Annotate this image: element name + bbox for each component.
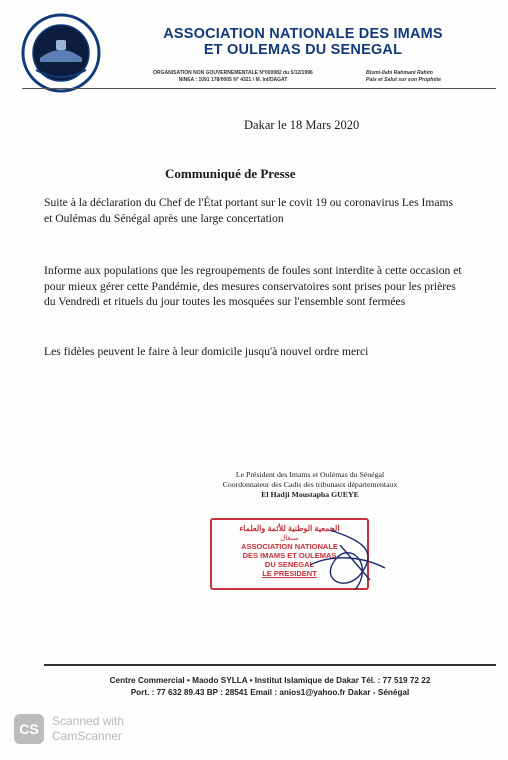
- registration-line: ORGANISATION NON GOUVERNEMENTALE N°000082 du 5/12/1996: [153, 70, 313, 76]
- signature-line-1: Le Président des Imams et Oulémas du Sénégal: [235, 470, 385, 479]
- stamp-arabic-2: سنغال: [280, 535, 299, 542]
- signature-line-3: El Hadji Moustapha GUEYE: [261, 490, 359, 499]
- stamp-line-1: ASSOCIATION NATIONALE: [241, 542, 338, 551]
- camscanner-line-1: Scanned with: [52, 714, 125, 728]
- title-line-2: ET OULEMAS DU SENEGAL: [203, 42, 403, 58]
- signature-line-2: Coordonnateur des Cadis des tribunaux départementaux: [222, 480, 398, 489]
- ninea-line: NINEA : 1091 178/0005 N° 4321 / M. Int/DAGAT: [178, 77, 288, 83]
- paragraph-3: Les fidèles peuvent le faire à leur domicile jusqu'à nouvel ordre merci: [44, 345, 369, 358]
- footer-address: Centre Commercial • Maodo SYLLA • Institut Islamique de Dakar Tél. : 77 519 72 22: [109, 676, 431, 685]
- footer-contact: Port. : 77 632 89.43 BP : 28541 Email : anios1@yahoo.fr Dakar - Sénégal: [130, 688, 410, 697]
- title-line-1: ASSOCIATION NATIONALE DES IMAMS: [163, 26, 443, 42]
- document-date: Dakar le 18 Mars 2020: [244, 118, 360, 132]
- stamp-line-3: DU SENEGAL: [264, 560, 315, 569]
- camscanner-watermark: [52, 714, 124, 744]
- bismi-line: Bismi-llahi Rahmani Rahim: [366, 70, 433, 76]
- association-title: [108, 26, 498, 58]
- camscanner-logo-icon: CS: [14, 714, 44, 744]
- handwritten-signature-icon: [300, 520, 390, 600]
- association-logo-icon: [20, 12, 102, 94]
- footer-divider: [44, 664, 496, 666]
- paragraph-1: Suite à la déclaration du Chef de l'État portant sur le covit 19 ou coronavirus Les Imams et Oulémas du Sénégal après une large concertation: [44, 196, 454, 225]
- header-divider: [22, 88, 496, 89]
- stamp-line-2: DES IMAMS ET OULEMAS: [242, 551, 337, 560]
- paragraph-2: Informe aux populations que les regroupements de foules sont interdite à cette occasion et pour mieux gérer cette Pandémie, des mesures conservatoires sont prises pour les prières du Vendredi et rituels du jour toutes les mosquées sur l'ensemble sont fermées: [44, 264, 462, 308]
- stamp-line-4: LE PRESIDENT: [262, 569, 317, 578]
- registration-info: [108, 70, 358, 84]
- bismi-block: [366, 70, 504, 84]
- stamp-arabic: الجمعية الوطنية للأئمة والعلماء: [239, 524, 340, 533]
- camscanner-line-2: CamScanner: [52, 729, 123, 743]
- signature-block: [180, 470, 440, 500]
- document-heading: Communiqué de Presse: [165, 166, 296, 181]
- bismi-sub-line: Paix et Salut sur son Prophète: [366, 77, 441, 83]
